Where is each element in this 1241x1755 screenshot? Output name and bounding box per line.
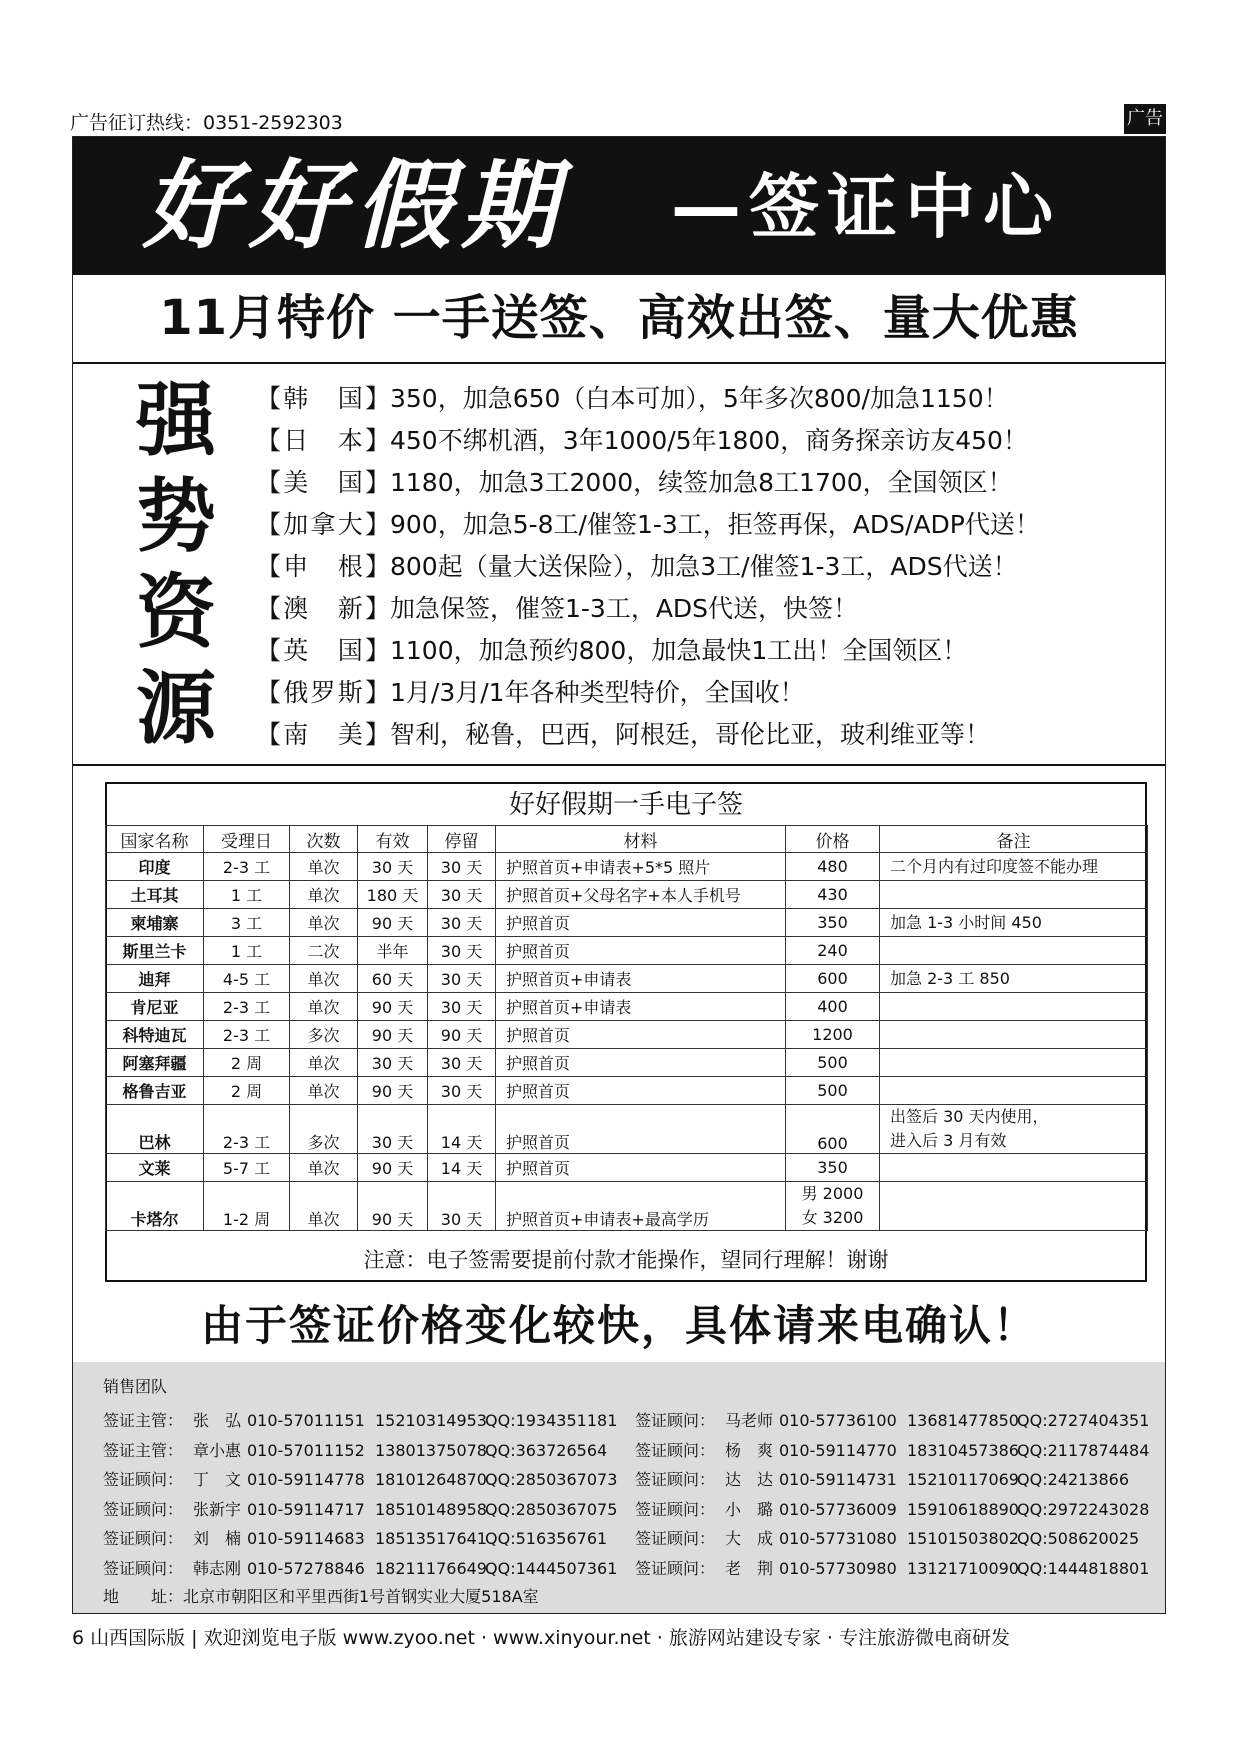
cell-country: 斯里兰卡 (106, 937, 204, 965)
strong-resources-label (126, 372, 226, 756)
member-qq: QQ:1444818801 (1017, 1558, 1150, 1578)
cell-price: 350 (786, 1154, 880, 1182)
resource-country: 【日 本】 (256, 426, 390, 455)
member-name: 达 达 (725, 1470, 774, 1489)
table-row (106, 853, 1148, 881)
cell-material: 护照首页 (496, 1105, 786, 1154)
resource-text: 900，加急5-8工/催签1-3工，拒签再保，ADS/ADP代送！ (390, 510, 1040, 539)
cell-times: 单次 (290, 909, 358, 937)
cell-valid: 90 天 (358, 1182, 428, 1231)
label-char: 源 (136, 661, 216, 755)
member-name: 小 璐 (725, 1499, 774, 1519)
cell-valid: 30 天 (358, 1105, 428, 1154)
resource-row (256, 672, 1156, 714)
cell-valid: 90 天 (358, 909, 428, 937)
cell-times: 单次 (290, 1077, 358, 1105)
cell-country: 迪拜 (106, 965, 204, 993)
cell-valid: 90 天 (358, 1154, 428, 1182)
member-tel: 010-59114683 (247, 1529, 365, 1548)
team-member (635, 1524, 1149, 1554)
cell-material: 护照首页+申请表+5*5 照片 (496, 853, 786, 881)
member-title: 签证顾问： (635, 1411, 716, 1430)
cell-stay: 30 天 (428, 1049, 496, 1077)
resource-row (256, 378, 1156, 420)
resource-text: 1月/3月/1年各种类型特价，全国收！ (390, 678, 805, 707)
member-title: 签证顾问： (635, 1499, 716, 1519)
label-char: 势 (136, 469, 216, 563)
cell-note (880, 1182, 1148, 1231)
member-name: 韩志刚 (193, 1558, 242, 1578)
table-header-row (106, 826, 1148, 853)
cell-times: 单次 (290, 1049, 358, 1077)
cell-times: 单次 (290, 1182, 358, 1231)
cell-stay: 30 天 (428, 937, 496, 965)
cell-valid: 90 天 (358, 1021, 428, 1049)
cell-material: 护照首页 (496, 909, 786, 937)
team-member (635, 1436, 1149, 1466)
team-member (103, 1406, 617, 1436)
member-qq: QQ:2850367073 (485, 1470, 618, 1489)
cell-days: 4-5 工 (204, 965, 290, 993)
divider (73, 764, 1165, 766)
member-name: 老 荆 (725, 1558, 774, 1578)
cell-country: 科特迪瓦 (106, 1021, 204, 1049)
member-title: 签证顾问： (635, 1558, 716, 1578)
cell-valid: 90 天 (358, 993, 428, 1021)
divider (73, 362, 1165, 364)
cell-days: 2-3 工 (204, 1105, 290, 1154)
cell-days: 3 工 (204, 909, 290, 937)
member-name: 丁 文 (193, 1470, 242, 1489)
member-tel: 010-57731080 (779, 1529, 897, 1548)
team-member (103, 1554, 617, 1584)
cell-price: 600 (786, 1105, 880, 1154)
column-header: 次数 (290, 826, 358, 853)
member-qq: QQ:2727404351 (1017, 1411, 1150, 1430)
resource-row (256, 546, 1156, 588)
member-tel: 010-57278846 (247, 1558, 365, 1578)
member-qq: QQ:24213866 (1017, 1470, 1130, 1489)
cell-material: 护照首页+申请表 (496, 965, 786, 993)
cell-country: 柬埔寨 (106, 909, 204, 937)
column-header: 国家名称 (106, 826, 204, 853)
cell-price: 500 (786, 1077, 880, 1105)
resource-country: 【澳 新】 (256, 594, 390, 623)
team-column-right (635, 1406, 1149, 1583)
resource-country: 【韩 国】 (256, 384, 390, 413)
team-member (635, 1554, 1149, 1584)
member-title: 签证顾问： (635, 1470, 716, 1489)
cell-times: 多次 (290, 1105, 358, 1154)
cell-country: 卡塔尔 (106, 1182, 204, 1231)
cell-price: 600 (786, 965, 880, 993)
banner-subtitle: —签证中心 (671, 166, 1061, 248)
team-member (635, 1406, 1149, 1436)
member-qq: QQ:363726564 (485, 1440, 608, 1460)
cell-valid: 180 天 (358, 881, 428, 909)
price-warning: 由于签证价格变化较快，具体请来电确认！ (200, 1301, 1037, 1350)
member-qq: QQ:2850367075 (485, 1499, 618, 1519)
member-tel: 010-59114770 (779, 1440, 897, 1460)
resource-text: 450不绑机酒，3年1000/5年1800，商务探亲访友450！ (390, 426, 1028, 455)
evisa-note: 注意：电子签需要提前付款才能操作，望同行理解！谢谢 (363, 1248, 889, 1272)
member-qq: QQ:2117874484 (1017, 1440, 1150, 1460)
team-member (635, 1495, 1149, 1525)
member-name: 刘 楠 (193, 1529, 242, 1548)
member-title: 签证顾问： (103, 1470, 184, 1489)
column-header: 有效 (358, 826, 428, 853)
team-label: 销售团队 (103, 1377, 168, 1396)
table-row (106, 1105, 1148, 1154)
sales-team-panel (73, 1362, 1165, 1613)
member-tel: 010-57736009 (779, 1499, 897, 1519)
member-mobile: 18513517641 (375, 1529, 487, 1548)
cell-note: 加急 1-3 小时间 450 (880, 909, 1148, 937)
evisa-table (105, 825, 1148, 1231)
cell-days: 1-2 周 (204, 1182, 290, 1231)
cell-note: 二个月内有过印度签不能办理 (880, 853, 1148, 881)
note-line: 出签后 30 天内使用， (890, 1107, 1049, 1126)
cell-material: 护照首页+申请表+最高学历 (496, 1182, 786, 1231)
cell-note: 加急 2-3 工 850 (880, 965, 1148, 993)
member-title: 签证顾问： (635, 1529, 716, 1548)
team-member (103, 1524, 617, 1554)
cell-price: 430 (786, 881, 880, 909)
cell-stay: 30 天 (428, 993, 496, 1021)
table-row (106, 1182, 1148, 1231)
member-tel: 010-57730980 (779, 1558, 897, 1578)
member-tel: 010-59114717 (247, 1499, 365, 1519)
cell-valid: 30 天 (358, 853, 428, 881)
member-qq: QQ:508620025 (1017, 1529, 1140, 1548)
table-row (106, 1021, 1148, 1049)
cell-stay: 14 天 (428, 1105, 496, 1154)
resource-text: 350，加急650（白本可加），5年多次800/加急1150！ (390, 384, 1009, 413)
resource-row (256, 714, 1156, 756)
cell-days: 5-7 工 (204, 1154, 290, 1182)
member-mobile: 18510148958 (375, 1499, 487, 1519)
resource-row (256, 588, 1156, 630)
cell-note (880, 937, 1148, 965)
cell-material: 护照首页 (496, 1021, 786, 1049)
member-qq: QQ:1444507361 (485, 1558, 618, 1578)
column-header: 受理日 (204, 826, 290, 853)
cell-country: 印度 (106, 853, 204, 881)
cell-note (880, 1077, 1148, 1105)
cell-country: 巴林 (106, 1105, 204, 1154)
column-header: 材料 (496, 826, 786, 853)
member-qq: QQ:1934351181 (485, 1411, 618, 1430)
cell-stay: 30 天 (428, 853, 496, 881)
resource-text: 1100，加急预约800，加急最快1工出！全国领区！ (390, 636, 968, 665)
cell-price: 500 (786, 1049, 880, 1077)
cell-days: 2-3 工 (204, 853, 290, 881)
cell-material: 护照首页+申请表 (496, 993, 786, 1021)
promo-headline: 11月特价 一手送签、高效出签、量大优惠 (159, 290, 1079, 346)
cell-note (880, 1105, 1148, 1154)
cell-material: 护照首页 (496, 1154, 786, 1182)
cell-stay: 30 天 (428, 1182, 496, 1231)
column-header: 价格 (786, 826, 880, 853)
column-header: 备注 (880, 826, 1148, 853)
member-qq: QQ:2972243028 (1017, 1499, 1150, 1519)
member-name: 杨 爽 (725, 1440, 774, 1460)
resource-country: 【申 根】 (256, 552, 390, 581)
member-mobile: 15210117069 (907, 1470, 1019, 1489)
cell-times: 单次 (290, 853, 358, 881)
resource-row (256, 420, 1156, 462)
member-mobile: 18101264870 (375, 1470, 487, 1489)
cell-price: 480 (786, 853, 880, 881)
resource-row (256, 504, 1156, 546)
resource-list (256, 378, 1156, 756)
label-char: 强 (136, 373, 216, 467)
cell-times: 多次 (290, 1021, 358, 1049)
cell-country: 肯尼亚 (106, 993, 204, 1021)
member-mobile: 15910618890 (907, 1499, 1019, 1519)
cell-price (786, 1182, 880, 1231)
member-name: 马老师 (725, 1411, 774, 1430)
cell-stay: 14 天 (428, 1154, 496, 1182)
member-name: 张新宇 (193, 1499, 242, 1519)
table-row (106, 1154, 1148, 1182)
resource-country: 【南 美】 (256, 720, 390, 749)
price-line: 女 3200 (801, 1208, 864, 1227)
cell-note (880, 993, 1148, 1021)
cell-price: 350 (786, 909, 880, 937)
member-name: 张 弘 (193, 1411, 242, 1430)
page-footer: 6 山西国际版 | 欢迎浏览电子版 www.zyoo.net · www.xinyour.net · 旅游网站建设专家 · 专注旅游微电商研发 (72, 1627, 1010, 1649)
cell-country: 阿塞拜疆 (106, 1049, 204, 1077)
cell-country: 格鲁吉亚 (106, 1077, 204, 1105)
cell-times: 单次 (290, 993, 358, 1021)
table-row (106, 993, 1148, 1021)
resource-country: 【英 国】 (256, 636, 390, 665)
team-member (103, 1465, 617, 1495)
cell-days: 1 工 (204, 937, 290, 965)
banner (73, 137, 1165, 275)
team-member (103, 1495, 617, 1525)
member-mobile: 18310457386 (907, 1440, 1019, 1460)
cell-price: 240 (786, 937, 880, 965)
cell-stay: 30 天 (428, 909, 496, 937)
member-title: 签证顾问： (103, 1499, 184, 1519)
cell-stay: 90 天 (428, 1021, 496, 1049)
member-tel: 010-57736100 (779, 1411, 897, 1430)
resource-country: 【俄罗斯】 (256, 678, 390, 707)
cell-days: 2 周 (204, 1077, 290, 1105)
cell-days: 1 工 (204, 881, 290, 909)
cell-price: 400 (786, 993, 880, 1021)
member-tel: 010-57011152 (247, 1440, 365, 1460)
member-mobile: 15210314953 (375, 1411, 487, 1430)
resource-text: 智利，秘鲁，巴西，阿根廷，哥伦比亚，玻利维亚等！ (390, 720, 991, 749)
cell-material: 护照首页 (496, 937, 786, 965)
note-line: 进入后 3 月有效 (890, 1131, 1007, 1150)
table-row (106, 1049, 1148, 1077)
resource-text: 800起（量大送保险），加急3工/催签1-3工，ADS代送！ (390, 552, 1018, 581)
cell-country: 文莱 (106, 1154, 204, 1182)
banner-title: 好好假期 (143, 149, 567, 262)
cell-times: 单次 (290, 881, 358, 909)
member-title: 签证主管： (103, 1411, 184, 1430)
member-name: 章小惠 (193, 1440, 242, 1460)
cell-valid: 60 天 (358, 965, 428, 993)
cell-price: 1200 (786, 1021, 880, 1049)
table-row (106, 1077, 1148, 1105)
cell-valid: 半年 (358, 937, 428, 965)
resource-text: 1180，加急3工2000，续签加急8工1700，全国领区！ (390, 468, 1013, 497)
cell-note (880, 1021, 1148, 1049)
cell-stay: 30 天 (428, 1077, 496, 1105)
member-mobile: 13681477850 (907, 1411, 1019, 1430)
cell-days: 2-3 工 (204, 993, 290, 1021)
member-title: 签证顾问： (103, 1529, 184, 1548)
cell-stay: 30 天 (428, 965, 496, 993)
cell-days: 2 周 (204, 1049, 290, 1077)
member-qq: QQ:516356761 (485, 1529, 608, 1548)
cell-material: 护照首页 (496, 1049, 786, 1077)
table-row (106, 965, 1148, 993)
member-mobile: 13801375078 (375, 1440, 487, 1460)
table-row (106, 909, 1148, 937)
team-member (635, 1465, 1149, 1495)
cell-note (880, 881, 1148, 909)
office-address: 地 址：北京市朝阳区和平里西街1号首钢实业大厦518A室 (103, 1587, 539, 1606)
cell-country: 土耳其 (106, 881, 204, 909)
cell-valid: 30 天 (358, 1049, 428, 1077)
cell-note (880, 1154, 1148, 1182)
cell-material: 护照首页+父母名字+本人手机号 (496, 881, 786, 909)
cell-stay: 30 天 (428, 881, 496, 909)
cell-valid: 90 天 (358, 1077, 428, 1105)
member-name: 大 成 (725, 1529, 774, 1548)
cell-material: 护照首页 (496, 1077, 786, 1105)
resource-row (256, 462, 1156, 504)
team-member (103, 1436, 617, 1466)
label-char: 资 (136, 565, 216, 659)
member-mobile: 18211176649 (375, 1558, 487, 1578)
cell-days: 2-3 工 (204, 1021, 290, 1049)
ad-tag: 广告 (1124, 104, 1166, 134)
member-mobile: 13121710090 (907, 1558, 1019, 1578)
cell-note (880, 1049, 1148, 1077)
ad-hotline: 广告征订热线：0351-2592303 (70, 112, 343, 134)
member-title: 签证顾问： (635, 1440, 716, 1460)
cell-times: 二次 (290, 937, 358, 965)
member-tel: 010-57011151 (247, 1411, 365, 1430)
member-title: 签证主管： (103, 1440, 184, 1460)
resource-country: 【美 国】 (256, 468, 390, 497)
cell-times: 单次 (290, 965, 358, 993)
cell-times: 单次 (290, 1154, 358, 1182)
member-tel: 010-59114778 (247, 1470, 365, 1489)
resource-country: 【加拿大】 (256, 510, 390, 539)
team-column-left (103, 1406, 617, 1583)
table-row (106, 881, 1148, 909)
member-title: 签证顾问： (103, 1558, 184, 1578)
table-row (106, 937, 1148, 965)
evisa-title: 好好假期一手电子签 (508, 790, 743, 820)
resource-text: 加急保签，催签1-3工，ADS代送，快签！ (390, 594, 859, 623)
member-mobile: 15101503802 (907, 1529, 1019, 1548)
price-line: 男 2000 (801, 1184, 864, 1203)
resource-row (256, 630, 1156, 672)
column-header: 停留 (428, 826, 496, 853)
member-tel: 010-59114731 (779, 1470, 897, 1489)
